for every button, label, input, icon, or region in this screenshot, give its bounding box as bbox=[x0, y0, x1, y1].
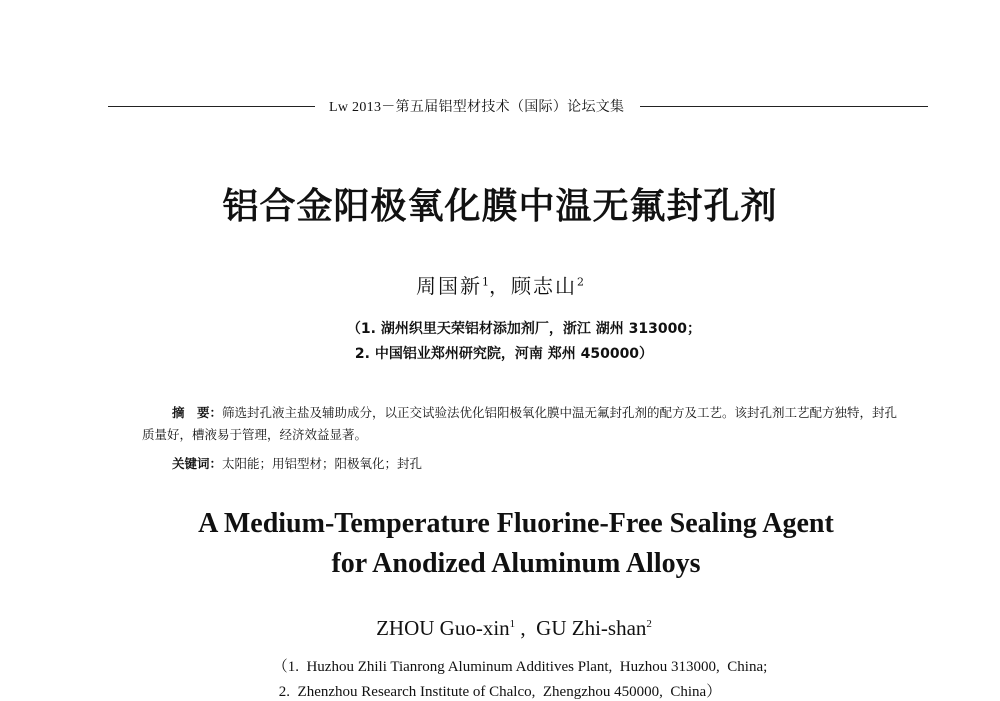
author-affiliation-mark: 2 bbox=[646, 618, 652, 630]
english-affiliation-2: 2. Zhenzhou Research Institute of Chalco, Zhengzhou 450000, China） bbox=[278, 684, 722, 700]
chinese-title: 铝合金阳极氧化膜中温无氟封孔剂 bbox=[222, 185, 778, 227]
author-name: GU Zhi-shan bbox=[536, 616, 647, 640]
abstract-label: 摘 要： bbox=[172, 405, 223, 420]
english-affiliation-1: （1. Huzhou Zhili Tianrong Aluminum Additives Plant, Huzhou 313000, China; bbox=[272, 659, 768, 675]
author-separator: , bbox=[515, 616, 537, 640]
header-rule-right bbox=[640, 106, 928, 107]
abstract-text: 筛选封孔液主盐及辅助成分，以正交试验法优化铝阳极氧化膜中温无氟封孔剂的配方及工艺。该封孔剂工艺配方独特，封孔质量好，槽液易于管理，经济效益显著。 bbox=[142, 405, 898, 442]
author-name: 顾志山 bbox=[511, 274, 577, 298]
chinese-authors bbox=[0, 270, 1000, 299]
running-header bbox=[108, 95, 928, 117]
chinese-abstract bbox=[142, 402, 902, 446]
chinese-affiliation-1: （1. 湖州织里天荣铝材添加剂厂，浙江 湖州 313000； bbox=[346, 321, 702, 337]
english-authors bbox=[14, 616, 1000, 641]
author-affiliation-mark: 2 bbox=[577, 275, 584, 289]
keywords-label: 关键词： bbox=[172, 456, 223, 471]
running-header-text: Lw 2013－第五届铝型材技术（国际）论坛文集 bbox=[329, 100, 625, 115]
english-title-line-1: A Medium-Temperature Fluorine-Free Sealing Agent bbox=[198, 508, 834, 539]
author-name: ZHOU Guo-xin bbox=[376, 616, 510, 640]
english-title-line-2: for Anodized Aluminum Alloys bbox=[331, 548, 701, 579]
header-rule-left bbox=[108, 106, 315, 107]
keywords-text: 太阳能；用铝型材；阳极氧化；封孔 bbox=[222, 456, 423, 471]
chinese-keywords bbox=[172, 454, 422, 472]
author-affiliation-mark: 1 bbox=[509, 618, 516, 630]
author-affiliation-mark: 1 bbox=[482, 275, 489, 289]
chinese-affiliation-2: 2. 中国铝业郑州研究院，河南 郑州 450000） bbox=[354, 346, 654, 362]
author-name: 周国新 bbox=[416, 274, 482, 298]
author-separator: ， bbox=[489, 274, 511, 298]
